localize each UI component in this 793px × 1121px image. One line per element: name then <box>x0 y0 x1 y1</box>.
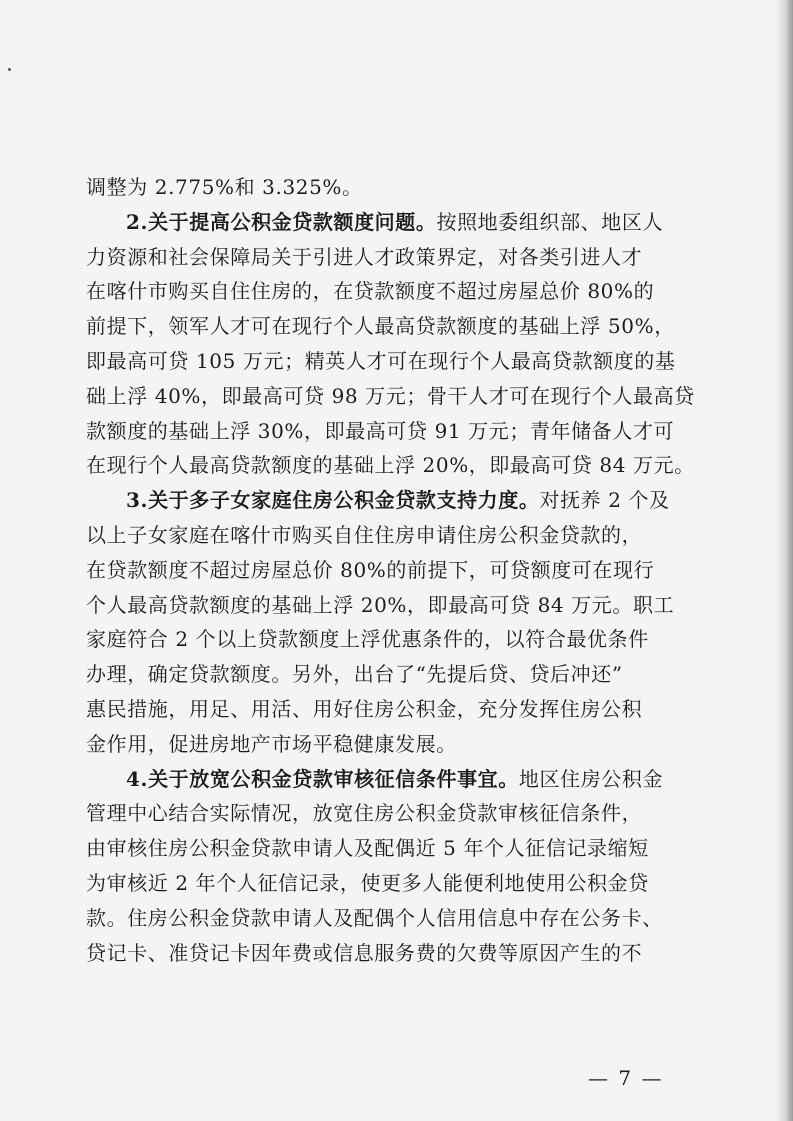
page-edge-shadow <box>775 0 793 1121</box>
section2-line: 即最高可贷 105 万元；精英人才可在现行个人最高贷款额度的基 <box>86 348 676 373</box>
section3-line: 惠民措施，用足、用活、用好住房公积金，充分发挥住房公积 <box>86 696 643 721</box>
section3-line: 以上子女家庭在喀什市购买自住住房申请住房公积金贷款的， <box>86 522 643 547</box>
section3-first-line <box>86 483 686 518</box>
section2-heading: 2.关于提高公积金贷款额度问题。 <box>126 209 437 234</box>
section3-line: 个人最高贷款额度的基础上浮 20%，即最高可贷 84 万元。职工 <box>86 592 675 617</box>
section2-first-line <box>86 205 686 240</box>
section2-line: 前提下，领军人才可在现行个人最高贷款额度的基础上浮 50%， <box>86 314 675 339</box>
section2-line: 款额度的基础上浮 30%，即最高可贷 91 万元；青年储备人才可 <box>86 418 675 443</box>
section3-heading: 3.关于多子女家庭住房公积金贷款支持力度。 <box>126 488 540 513</box>
section4-first-line <box>86 762 686 797</box>
section2-line: 础上浮 40%，即最高可贷 98 万元；骨干人才可在现行个人最高贷 <box>86 383 695 408</box>
section4-line: 管理中心结合实际情况，放宽住房公积金贷款审核征信条件， <box>86 801 643 826</box>
section4-line1-text: 地区住房公积金 <box>518 766 664 791</box>
section3-line: 金作用，促进房地产市场平稳健康发展。 <box>86 731 457 756</box>
section4-line: 款。住房公积金贷款申请人及配偶个人信用信息中存在公务卡、 <box>86 905 663 930</box>
page-number: — 7 — <box>588 1066 664 1090</box>
section2-line: 在喀什市购买自住住房的，在贷款额度不超过房屋总价 80%的 <box>86 279 655 304</box>
section2-line1-text: 按照地委组织部、地区人 <box>436 209 664 234</box>
section4-heading: 4.关于放宽公积金贷款审核征信条件事宜。 <box>126 766 519 791</box>
intro-line: 调整为 2.775%和 3.325%。 <box>86 175 363 199</box>
section4-line: 贷记卡、准贷记卡因年费或信息服务费的欠费等原因产生的不 <box>86 940 643 965</box>
section3-line1-text: 对抚养 2 个及 <box>539 488 670 513</box>
section3-line: 在贷款额度不超过房屋总价 80%的前提下，可贷额度可在现行 <box>86 557 655 582</box>
section4-line: 为审核近 2 年个人征信记录，使更多人能便利地使用公积金贷 <box>86 870 649 895</box>
scan-artifact-dot <box>8 68 11 71</box>
section4-line: 由审核住房公积金贷款申请人及配偶近 5 年个人征信记录缩短 <box>86 836 649 861</box>
section2-line: 在现行个人最高贷款额度的基础上浮 20%，即最高可贷 84 万元。 <box>86 453 695 478</box>
section2-line: 力资源和社会保障局关于引进人才政策界定，对各类引进人才 <box>86 244 643 269</box>
section3-line: 办理，确定贷款额度。另外，出台了“先提后贷、贷后冲还” <box>86 662 623 687</box>
document-body <box>86 170 695 970</box>
section3-line: 家庭符合 2 个以上贷款额度上浮优惠条件的，以符合最优条件 <box>86 627 649 652</box>
